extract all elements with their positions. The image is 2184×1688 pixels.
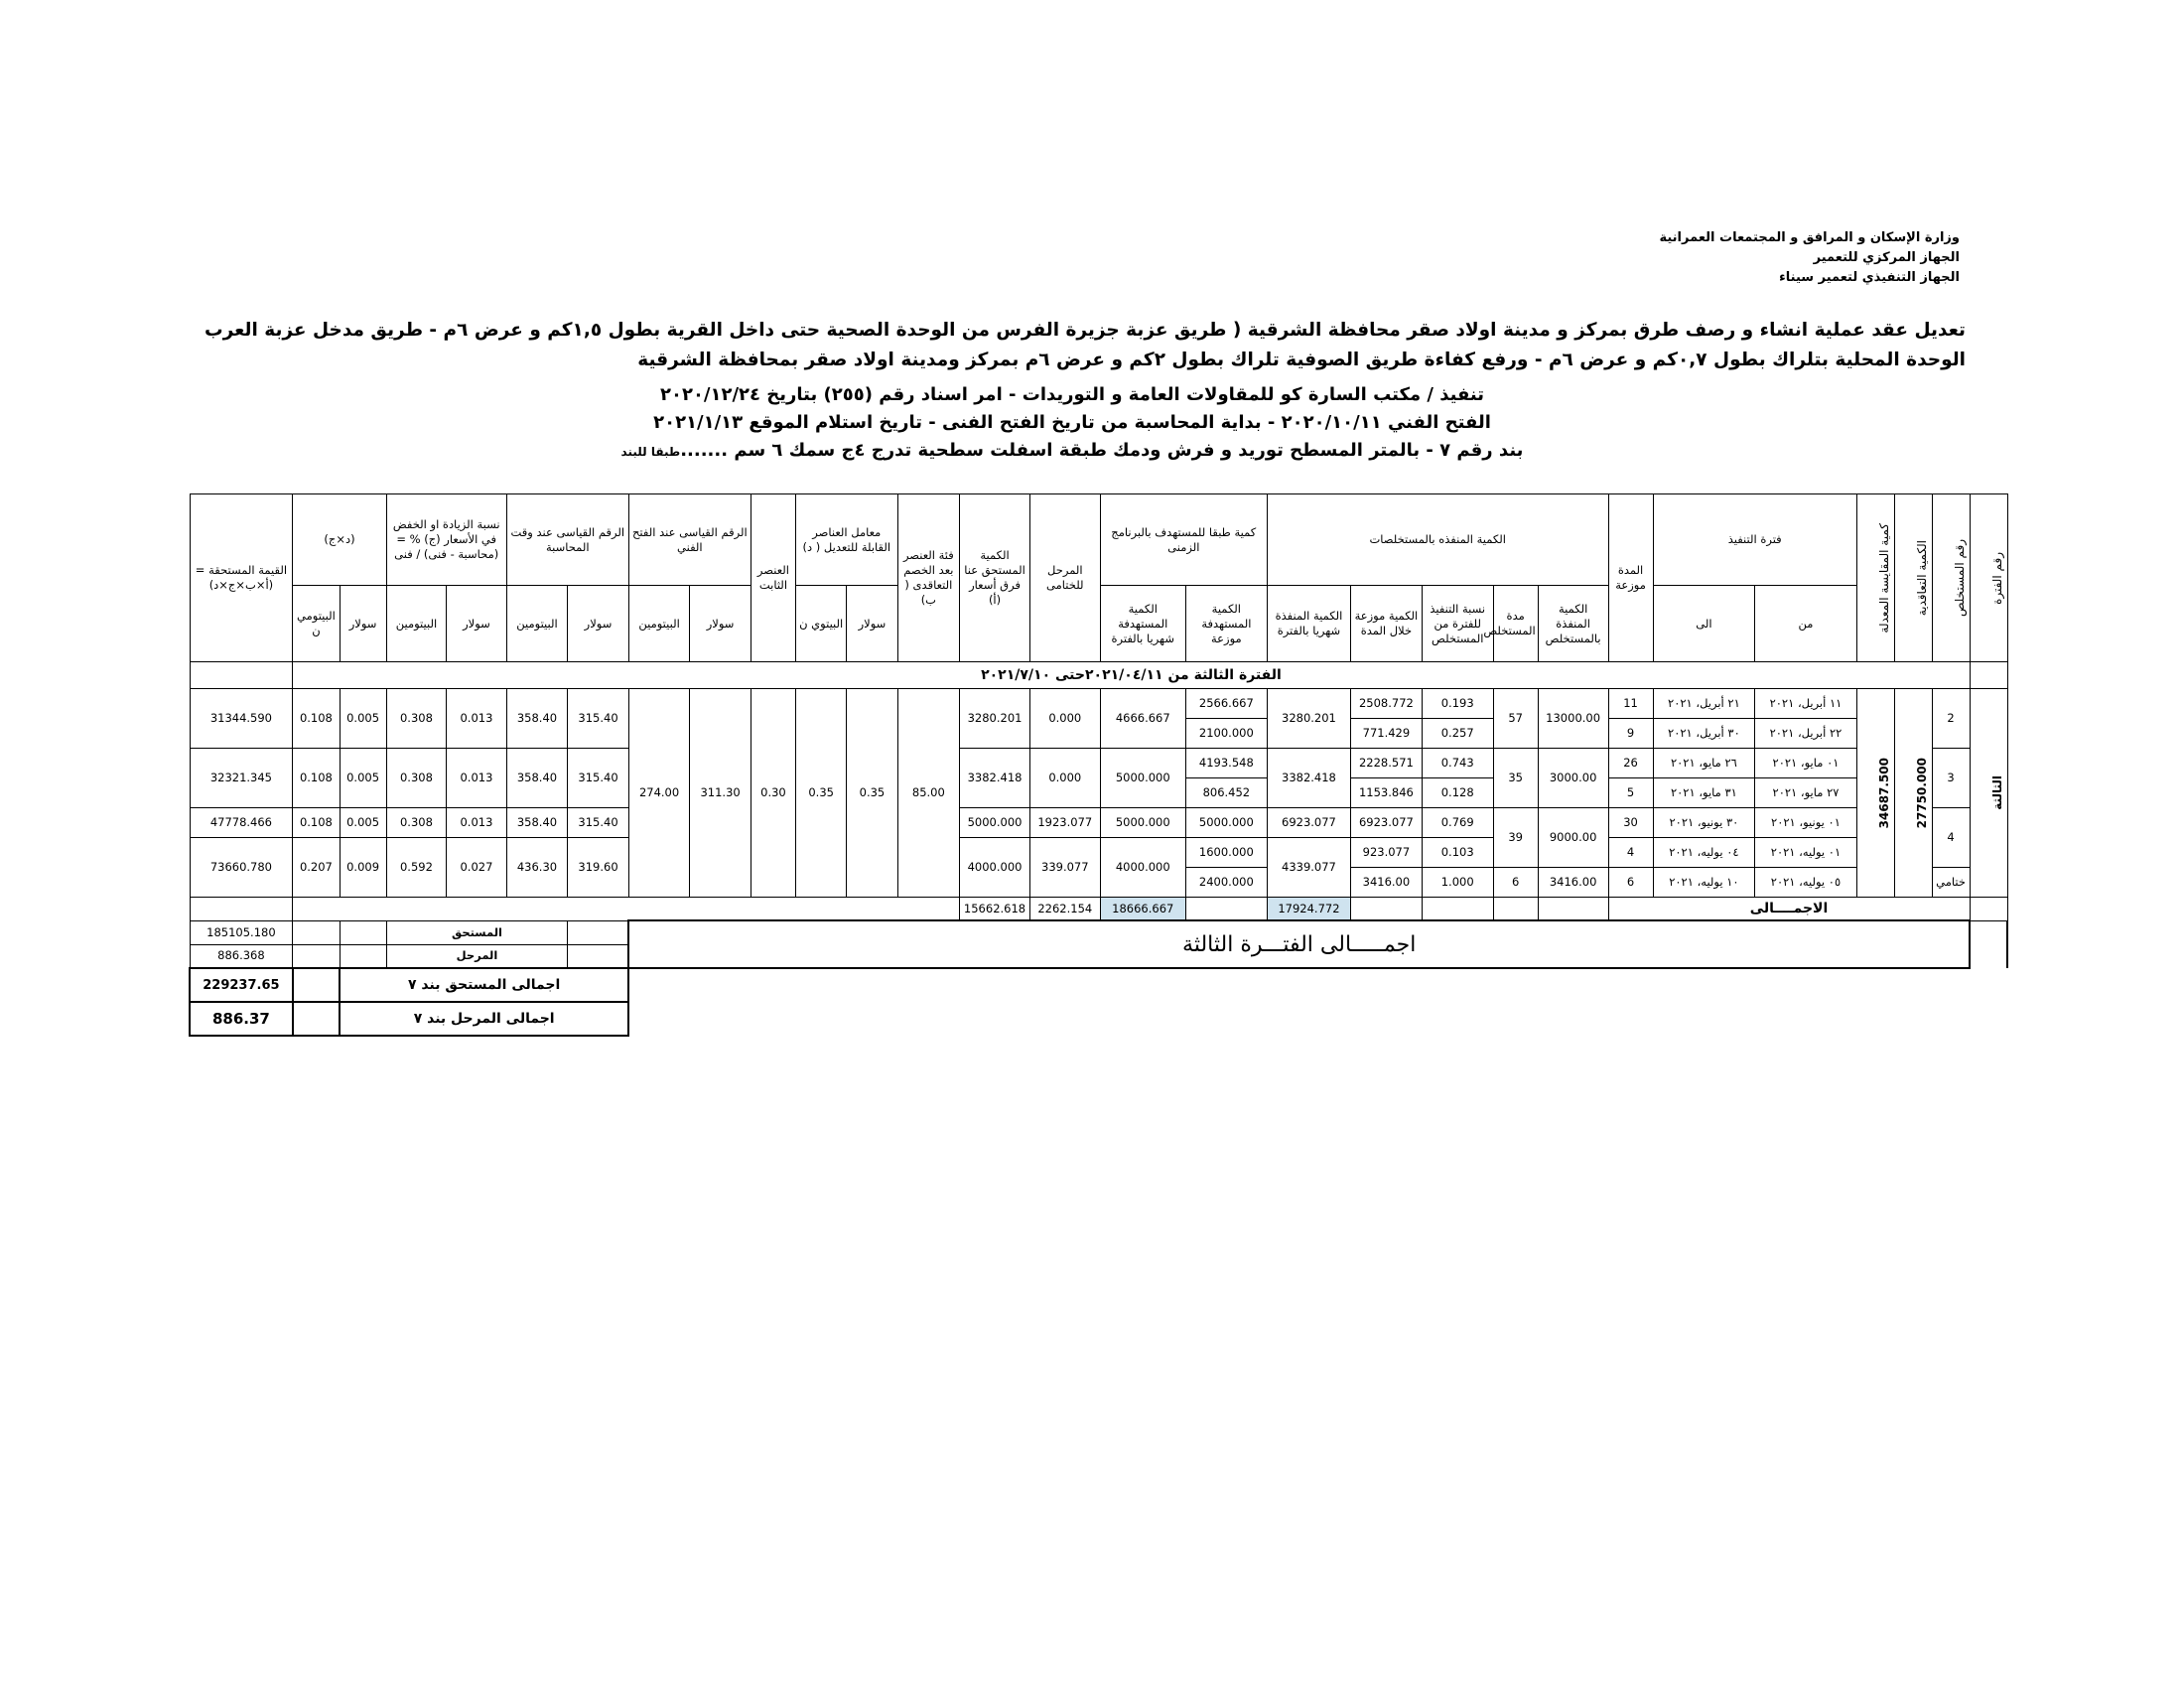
change-diesel: 0.013 bbox=[447, 689, 507, 749]
change-diesel: 0.013 bbox=[447, 808, 507, 838]
table-row bbox=[190, 838, 2007, 868]
index-acc-diesel: 319.60 bbox=[568, 838, 629, 898]
duration: 9 bbox=[1608, 719, 1653, 749]
target-distributed: 2566.667 bbox=[1185, 689, 1267, 719]
col-due-value: القيمة المستحقة =(أ×ب×ج×د) bbox=[190, 494, 293, 662]
document-subtitle bbox=[397, 381, 1747, 466]
date-from: ٠١ مايو، ٢٠٢١ bbox=[1755, 749, 1857, 778]
date-to: ١٠ يوليه، ٢٠٢١ bbox=[1653, 868, 1755, 898]
distributed-qty: 1153.846 bbox=[1351, 778, 1423, 808]
col-chg-diesel: سولار bbox=[447, 586, 507, 662]
item-line: بند رقم ٧ - بالمتر المسطح توريد و فرش ودمك طبقة اسفلت سطحية تدرج ٤ج سمك ٦ سم .......طبقا للبند bbox=[620, 440, 1524, 461]
col-to: الى bbox=[1653, 586, 1755, 662]
exec-ratio: 0.103 bbox=[1422, 838, 1493, 868]
extract-no: ختامي bbox=[1932, 868, 1970, 898]
col-modified-qty: كمية المقايسة المعدلة bbox=[1856, 494, 1894, 662]
col-acc-bitumen: البيتومين bbox=[506, 586, 568, 662]
distributed-qty: 2228.571 bbox=[1351, 749, 1423, 778]
col-change-ratio: نسبة الزيادة او الخفض في الأسعار (ج) % = (محاسبة - فنى) / فنى bbox=[386, 494, 506, 586]
totals-label: الاجمــــالى bbox=[1608, 898, 1970, 921]
grand-value-due: 229237.65 bbox=[190, 968, 293, 1002]
index-acc-diesel: 315.40 bbox=[568, 808, 629, 838]
totals-blank bbox=[1970, 898, 2007, 921]
dxj-bitumen: 0.108 bbox=[293, 689, 340, 749]
monthly-exec: 3280.201 bbox=[1267, 689, 1350, 749]
duration: 11 bbox=[1608, 689, 1653, 719]
deferred: 339.077 bbox=[1029, 838, 1100, 898]
col-dxj-bitumen: البيتومي ن bbox=[293, 586, 340, 662]
index-acc-bitumen: 436.30 bbox=[506, 838, 568, 898]
summary-row bbox=[190, 920, 2007, 944]
executive-agency-name: الجهاز التنفيذي لتعمير سيناء bbox=[1779, 270, 1960, 285]
extract-no: 4 bbox=[1932, 808, 1970, 868]
date-to: ٣٠ أبريل، ٢٠٢١ bbox=[1653, 719, 1755, 749]
distributed-qty: 923.077 bbox=[1351, 838, 1423, 868]
target-monthly: 5000.000 bbox=[1100, 749, 1185, 808]
period-title: الفترة الثالثة من ٢٠٢١/٠٤/١١حتى ٢٠٢١/٧/١٠ bbox=[293, 662, 1970, 689]
exec-ratio: 0.193 bbox=[1422, 689, 1493, 719]
extract-no: 3 bbox=[1932, 749, 1970, 808]
distributed-qty: 3416.00 bbox=[1351, 868, 1423, 898]
deferred: 0.000 bbox=[1029, 749, 1100, 808]
grand-row bbox=[190, 1002, 2007, 1036]
col-executed-group: الكمية المنفذه بالمستخلصات bbox=[1267, 494, 1608, 586]
grand-blank bbox=[293, 1002, 340, 1036]
exec-ratio: 1.000 bbox=[1422, 868, 1493, 898]
due-qty: 3382.418 bbox=[960, 749, 1030, 808]
totals-blank bbox=[1538, 898, 1608, 921]
organization-header bbox=[1659, 228, 1960, 288]
totals-row bbox=[190, 898, 2007, 921]
col-monthly-exec: الكمية المنفذة شهريا بالفترة bbox=[1267, 586, 1350, 662]
date-from: ٢٢ أبريل، ٢٠٢١ bbox=[1755, 719, 1857, 749]
col-adj-bitumen: البيتوي ن bbox=[796, 586, 847, 662]
date-from: ٠١ يوليه، ٢٠٢١ bbox=[1755, 838, 1857, 868]
grand-spacer bbox=[628, 1002, 2007, 1036]
monthly-exec: 6923.077 bbox=[1267, 808, 1350, 838]
dxj-diesel: 0.005 bbox=[340, 808, 386, 838]
exec-ratio: 0.769 bbox=[1422, 808, 1493, 838]
dxj-diesel: 0.005 bbox=[340, 689, 386, 749]
grand-spacer bbox=[628, 968, 2007, 1002]
contract-qty: 27750.000 bbox=[1894, 689, 1932, 898]
adj-bitumen: 0.35 bbox=[796, 689, 847, 898]
modified-qty: 34687.500 bbox=[1856, 689, 1894, 898]
summary-label-deferred: المرحل bbox=[386, 944, 568, 968]
change-bitumen: 0.308 bbox=[386, 749, 447, 808]
index-acc-diesel: 315.40 bbox=[568, 749, 629, 808]
date-from: ٠١ يونيو، ٢٠٢١ bbox=[1755, 808, 1857, 838]
change-bitumen: 0.308 bbox=[386, 689, 447, 749]
date-from: ٠٥ يوليه، ٢٠٢١ bbox=[1755, 868, 1857, 898]
index-acc-bitumen: 358.40 bbox=[506, 689, 568, 749]
date-to: ٣٠ يونيو، ٢٠٢١ bbox=[1653, 808, 1755, 838]
change-diesel: 0.027 bbox=[447, 838, 507, 898]
table-row bbox=[190, 808, 2007, 838]
totals-blank bbox=[1493, 898, 1538, 921]
extract-duration: 57 bbox=[1493, 689, 1538, 749]
summary-value-due: 185105.180 bbox=[190, 920, 293, 944]
target-distributed: 1600.000 bbox=[1185, 838, 1267, 868]
deferred: 1923.077 bbox=[1029, 808, 1100, 838]
duration: 4 bbox=[1608, 838, 1653, 868]
summary-edge bbox=[1970, 944, 2007, 968]
date-to: ٢٦ مايو، ٢٠٢١ bbox=[1653, 749, 1755, 778]
change-bitumen: 0.592 bbox=[386, 838, 447, 898]
totals-blank-wide bbox=[293, 898, 960, 921]
extract-duration: 35 bbox=[1493, 749, 1538, 808]
col-dxj: (د×ج) bbox=[293, 494, 386, 586]
extract-duration: 6 bbox=[1493, 868, 1538, 898]
dxj-bitumen: 0.108 bbox=[293, 749, 340, 808]
period-total-label: اجمـــــالى الفتـــرة الثالثة bbox=[628, 920, 1970, 968]
table-row bbox=[190, 749, 2007, 778]
duration: 5 bbox=[1608, 778, 1653, 808]
duration: 30 bbox=[1608, 808, 1653, 838]
exec-ratio: 0.128 bbox=[1422, 778, 1493, 808]
summary-blank bbox=[568, 944, 629, 968]
item-line-note: طبقا للبند bbox=[620, 445, 681, 459]
due-value: 31344.590 bbox=[190, 689, 293, 749]
grand-label-deferred: اجمالى المرحل بند ٧ bbox=[340, 1002, 628, 1036]
col-exec-ratio: نسبة التنفيذ للفترة من المستخلص bbox=[1422, 586, 1493, 662]
grand-value-deferred: 886.37 bbox=[190, 1002, 293, 1036]
grand-blank bbox=[293, 968, 340, 1002]
col-exec-period: فترة التنفيذ bbox=[1653, 494, 1856, 586]
target-distributed: 2400.000 bbox=[1185, 868, 1267, 898]
dxj-diesel: 0.005 bbox=[340, 749, 386, 808]
period-row bbox=[190, 662, 2007, 689]
col-contract-qty: الكمية التعاقدية bbox=[1894, 494, 1932, 662]
summary-blank bbox=[293, 920, 340, 944]
dxj-diesel: 0.009 bbox=[340, 838, 386, 898]
col-target-group: كمية طبقا للمستهدف بالبرنامج الزمنى bbox=[1100, 494, 1267, 586]
executed-qty: 13000.00 bbox=[1538, 689, 1608, 749]
due-qty: 5000.000 bbox=[960, 808, 1030, 838]
extract-duration: 39 bbox=[1493, 808, 1538, 868]
adj-diesel: 0.35 bbox=[847, 689, 897, 898]
col-chg-bitumen: البيتومين bbox=[386, 586, 447, 662]
central-agency-name: الجهاز المركزي للتعمير bbox=[1813, 250, 1960, 265]
exec-ratio: 0.743 bbox=[1422, 749, 1493, 778]
duration: 26 bbox=[1608, 749, 1653, 778]
due-value: 47778.466 bbox=[190, 808, 293, 838]
price-difference-table bbox=[189, 493, 2008, 1037]
summary-blank bbox=[340, 944, 386, 968]
distributed-qty: 6923.077 bbox=[1351, 808, 1423, 838]
total-monthly-exec: 17924.772 bbox=[1267, 898, 1350, 921]
dates-line: الفتح الفني ٢٠٢٠/١٠/١١ - بداية المحاسبة من تاريخ الفتح الفنى - تاريخ استلام الموقع ٢٠٢١/١/١٣ bbox=[653, 412, 1491, 433]
dxj-bitumen: 0.108 bbox=[293, 808, 340, 838]
date-to: ٠٤ يوليه، ٢٠٢١ bbox=[1653, 838, 1755, 868]
col-open-bitumen: البيتومين bbox=[628, 586, 690, 662]
col-acc-diesel: سولار bbox=[568, 586, 629, 662]
deferred: 0.000 bbox=[1029, 689, 1100, 749]
col-adj-diesel: سولار bbox=[847, 586, 897, 662]
col-from: من bbox=[1755, 586, 1857, 662]
date-to: ٣١ مايو، ٢٠٢١ bbox=[1653, 778, 1755, 808]
contractor-line: تنفيذ / مكتب السارة كو للمقاولات العامة و التوريدات - امر اسناد رقم (٢٥٥) بتاريخ ٢٠٢٠/١٢/٢٤ bbox=[659, 384, 1485, 405]
document-title: تعديل عقد عملية انشاء و رصف طرق بمركز و مدينة اولاد صقر محافظة الشرقية ( طريق عزبة جزيرة الفرس من الوحدة الصحية حتى داخل القرية بطول ١,٥كم و عرض ٦م - طريق مدخل عزبة العرب الوحدة المحلية بتلراك بطول ٠,٧كم و عرض ٦م - ورفع كفاءة طريق الصوفية تلراك بطول ٢كم و عرض ٦م بمركز ومدينة اولاد صقر بمحافظة الشرقية bbox=[204, 320, 1966, 370]
index-acc-bitumen: 358.40 bbox=[506, 808, 568, 838]
index-open-bitumen: 274.00 bbox=[628, 689, 690, 898]
target-monthly: 4000.000 bbox=[1100, 838, 1185, 898]
executed-qty: 9000.00 bbox=[1538, 808, 1608, 868]
ministry-name: وزارة الإسكان و المرافق و المجتمعات العمرانية bbox=[1659, 230, 1960, 245]
col-index-account: الرقم القياسى عند وقت المحاسبة bbox=[506, 494, 628, 586]
unit-category: 85.00 bbox=[897, 689, 960, 898]
target-distributed: 806.452 bbox=[1185, 778, 1267, 808]
col-dxj-diesel: سولار bbox=[340, 586, 386, 662]
summary-value-deferred: 886.368 bbox=[190, 944, 293, 968]
col-open-diesel: سولار bbox=[690, 586, 751, 662]
totals-blank bbox=[1351, 898, 1423, 921]
grand-label-due: اجمالى المستحق بند ٧ bbox=[340, 968, 628, 1002]
summary-blank bbox=[568, 920, 629, 944]
col-index-open: الرقم القياسى عند الفتح الفني bbox=[628, 494, 751, 586]
period-label: الثالثة bbox=[1970, 689, 2007, 898]
extract-no: 2 bbox=[1932, 689, 1970, 749]
distributed-qty: 771.429 bbox=[1351, 719, 1423, 749]
summary-edge bbox=[1970, 920, 2007, 944]
col-target-distributed: الكمية المستهدفة موزعة bbox=[1185, 586, 1267, 662]
total-due-qty: 15662.618 bbox=[960, 898, 1030, 921]
col-fixed: العنصر الثابت bbox=[751, 494, 795, 662]
dxj-bitumen: 0.207 bbox=[293, 838, 340, 898]
col-unit-category: فئة العنصر بعد الخصم التعاقدى ( ب) bbox=[897, 494, 960, 662]
col-adj-factor: معامل العناصر القابلة للتعديل ( د) bbox=[796, 494, 898, 586]
target-distributed: 2100.000 bbox=[1185, 719, 1267, 749]
target-distributed: 4193.548 bbox=[1185, 749, 1267, 778]
due-value: 73660.780 bbox=[190, 838, 293, 898]
col-period-no: رقم الفترة bbox=[1970, 494, 2007, 662]
change-diesel: 0.013 bbox=[447, 749, 507, 808]
exec-ratio: 0.257 bbox=[1422, 719, 1493, 749]
grand-row bbox=[190, 968, 2007, 1002]
due-qty: 4000.000 bbox=[960, 838, 1030, 898]
date-from: ٢٧ مايو، ٢٠٢١ bbox=[1755, 778, 1857, 808]
monthly-exec: 3382.418 bbox=[1267, 749, 1350, 808]
totals-blank bbox=[1422, 898, 1493, 921]
target-distributed: 5000.000 bbox=[1185, 808, 1267, 838]
col-distributed-qty: الكمية موزعة خلال المدة bbox=[1351, 586, 1423, 662]
summary-blank bbox=[293, 944, 340, 968]
index-open-diesel: 311.30 bbox=[690, 689, 751, 898]
target-monthly: 5000.000 bbox=[1100, 808, 1185, 838]
monthly-exec: 4339.077 bbox=[1267, 838, 1350, 898]
fixed-element: 0.30 bbox=[751, 689, 795, 898]
index-acc-diesel: 315.40 bbox=[568, 689, 629, 749]
date-to: ٢١ أبريل، ٢٠٢١ bbox=[1653, 689, 1755, 719]
period-row-blank-end bbox=[190, 662, 293, 689]
due-value: 32321.345 bbox=[190, 749, 293, 808]
summary-label-due: المستحق bbox=[386, 920, 568, 944]
col-extract-no: رقم المستخلص bbox=[1932, 494, 1970, 662]
summary-blank bbox=[340, 920, 386, 944]
col-distributed-duration: المدة موزعة bbox=[1608, 494, 1653, 662]
index-acc-bitumen: 358.40 bbox=[506, 749, 568, 808]
totals-blank-end bbox=[190, 898, 293, 921]
col-extract-duration: مدة المستخلص bbox=[1493, 586, 1538, 662]
change-bitumen: 0.308 bbox=[386, 808, 447, 838]
period-row-blank bbox=[1970, 662, 2007, 689]
duration: 6 bbox=[1608, 868, 1653, 898]
table-row bbox=[190, 689, 2007, 719]
executed-qty: 3416.00 bbox=[1538, 868, 1608, 898]
distributed-qty: 2508.772 bbox=[1351, 689, 1423, 719]
total-deferred: 2262.154 bbox=[1029, 898, 1100, 921]
date-from: ١١ أبريل، ٢٠٢١ bbox=[1755, 689, 1857, 719]
total-target-monthly: 18666.667 bbox=[1100, 898, 1185, 921]
col-due-qty: الكمية المستحق عنا فرق أسعار (أ) bbox=[960, 494, 1030, 662]
executed-qty: 3000.00 bbox=[1538, 749, 1608, 808]
col-target-monthly: الكمية المستهدفة شهريا بالفترة bbox=[1100, 586, 1185, 662]
col-deferred: المرحل للختامى bbox=[1029, 494, 1100, 662]
target-monthly: 4666.667 bbox=[1100, 689, 1185, 749]
totals-blank bbox=[1185, 898, 1267, 921]
due-qty: 3280.201 bbox=[960, 689, 1030, 749]
col-executed-qty: الكمية المنفذة بالمستخلص bbox=[1538, 586, 1608, 662]
